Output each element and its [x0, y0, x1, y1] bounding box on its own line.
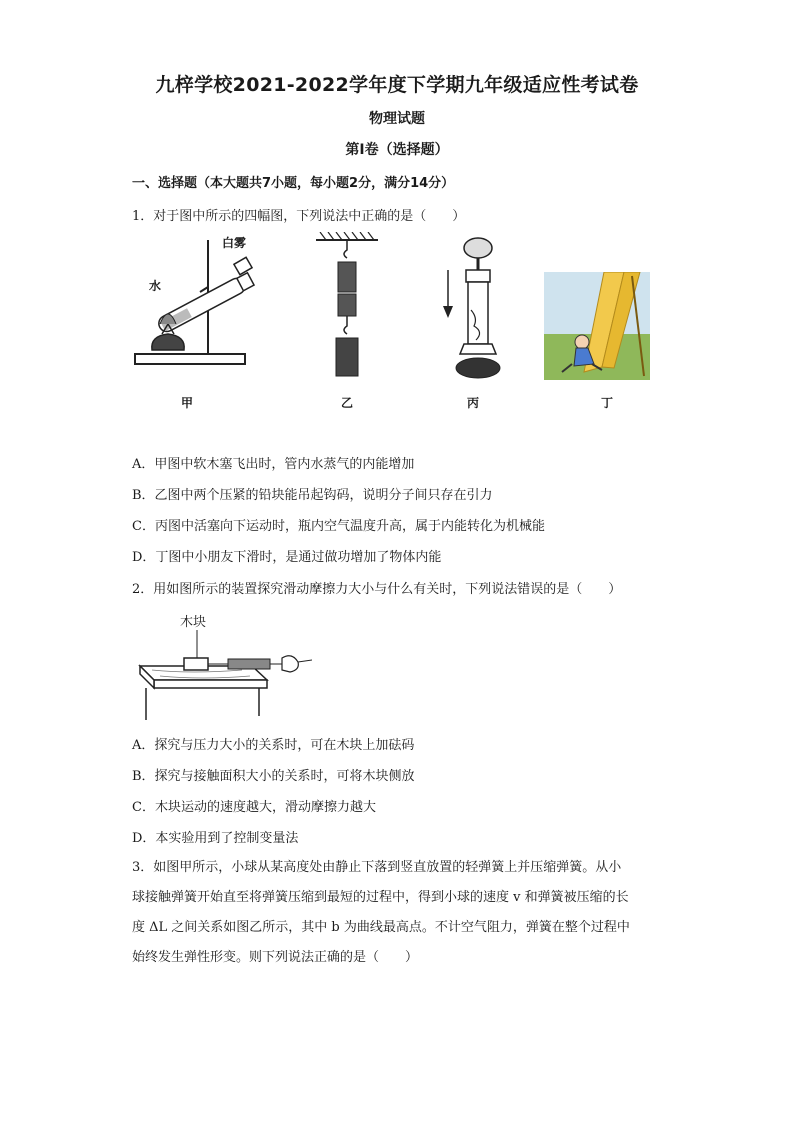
q3-line-1: 3．如图甲所示，小球从某高度处由静止下落到竖直放置的轻弹簧上并压缩弹簧。从小 — [132, 860, 622, 875]
question-2-stem: 2．用如图所示的装置探究滑动摩擦力大小与什么有关时，下列说法错误的是（ ） — [132, 582, 622, 597]
volume-title: 第Ⅰ卷（选择题） — [345, 142, 449, 158]
label-yi: 乙 — [341, 396, 354, 410]
question-3-stem — [132, 858, 662, 978]
label-jia: 甲 — [181, 396, 194, 410]
label-bing: 丙 — [467, 396, 480, 410]
q1-option-d: D．丁图中小朋友下滑时，是通过做功增加了物体内能 — [132, 550, 442, 565]
q1-option-c: C．丙图中活塞向下运动时，瓶内空气温度升高，属于内能转化为机械能 — [132, 519, 545, 534]
q2-option-c: C．木块运动的速度越大，滑动摩擦力越大 — [132, 800, 376, 815]
q3-line-3: 度 ΔL 之间关系如图乙所示，其中 b 为曲线最高点。不计空气阻力，弹簧在整个过程中 — [132, 920, 630, 935]
q3-line-4: 始终发生弹性形变。则下列说法正确的是（ ） — [132, 950, 419, 965]
q1-option-b: B．乙图中两个压紧的铅块能吊起钩码，说明分子间只存在引力 — [132, 488, 493, 503]
exam-title: 九梓学校2021-2022学年度下学期九年级适应性考试卷 — [155, 74, 639, 96]
figure-ding-slide — [544, 272, 650, 380]
label-baiwu: 白雾 — [222, 236, 247, 250]
figure-jia-tube-heating — [130, 232, 270, 372]
label-ding: 丁 — [601, 396, 614, 410]
q1-option-a: A．甲图中软木塞飞出时，管内水蒸气的内能增加 — [132, 457, 415, 472]
q3-line-2: 球接触弹簧开始直至将弹簧压缩到最短的过程中，得到小球的速度 v 和弹簧被压缩的长 — [132, 890, 629, 905]
subject-title: 物理试题 — [369, 111, 425, 127]
label-mukuai: 木块 — [180, 615, 207, 630]
q2-option-b: B．探究与接触面积大小的关系时，可将木块侧放 — [132, 769, 415, 784]
q2-option-a: A．探究与压力大小的关系时，可在木块上加砝码 — [132, 738, 415, 753]
label-shui: 水 — [149, 279, 162, 293]
q2-option-d: D．本实验用到了控制变量法 — [132, 831, 299, 846]
section-heading: 一、选择题（本大题共7小题，每小题2分，满分14分） — [132, 176, 455, 191]
figure-friction-setup — [132, 628, 312, 723]
figure-bing-fire-syringe — [438, 236, 508, 386]
figure-yi-lead-blocks — [312, 232, 382, 382]
question-1-stem: 1．对于图中所示的四幅图，下列说法中正确的是（ ） — [132, 209, 466, 224]
